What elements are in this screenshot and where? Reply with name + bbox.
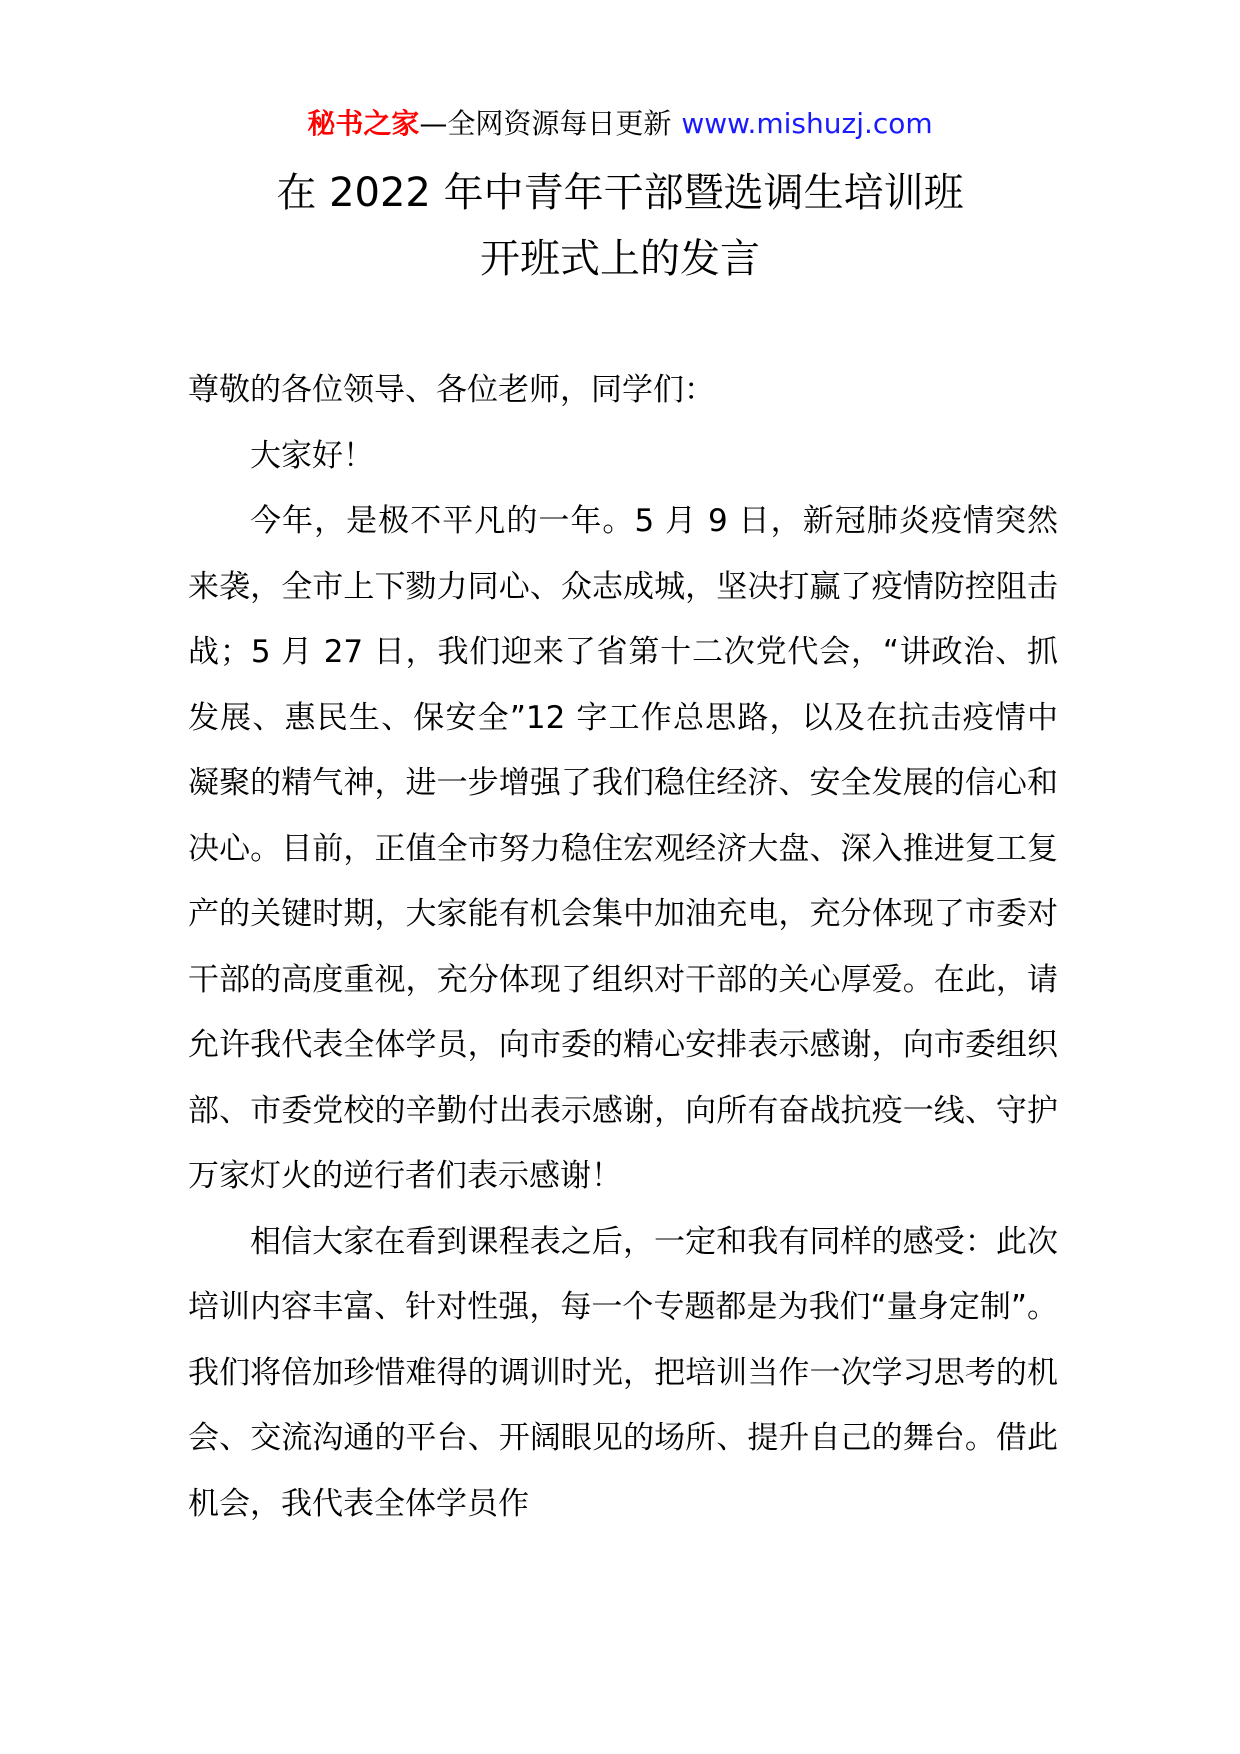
greeting: 大家好！	[250, 437, 374, 474]
header-slogan: —全网资源每日更新	[419, 107, 672, 140]
site-header	[0, 100, 1240, 148]
title-line-1: 在 2022 年中青年干部暨选调生培训班	[276, 170, 964, 216]
paragraph-1: 今年，是极不平凡的一年。5 月 9 日，新冠肺炎疫情突然来袭，全市上下勠力同心、众志成城，坚决打赢了疫情防控阻击战；5 月 27 日，我们迎来了省第十二次党代会，“讲政治、抓发展、惠民生、保安全”12 字工作总思路，以及在抗击疫情中凝聚的精气神，进一步增强了我们稳住经济、安全发展的信心和决心。目前，正值全市努力稳住宏观经济大盘、深入推进复工复产的关键时期，大家能有机会集中加油充电，充分体现了市委对干部的高度重视，充分体现了组织对干部的关心厚爱。在此，请允许我代表全体学员，向市委的精心安排表示感谢，向市委组织部、市委党校的辛勤付出表示感谢，向所有奋战抗疫一线、守护万家灯火的逆行者们表示感谢！	[188, 503, 1058, 1194]
brand-name: 秘书之家	[307, 107, 420, 140]
paragraph-2: 相信大家在看到课程表之后，一定和我有同样的感受：此次培训内容丰富、针对性强，每一个专题都是为我们“量身定制”。我们将倍加珍惜难得的调训时光，把培训当作一次学习思考的机会、交流沟通的平台、开阔眼见的场所、提升自己的舞台。借此机会，我代表全体学员作	[188, 1223, 1058, 1522]
site-url-link[interactable]: www.mishuzj.com	[681, 107, 933, 140]
document-body	[188, 358, 1058, 1537]
document-title	[0, 160, 1240, 292]
title-line-2: 开班式上的发言	[480, 236, 760, 282]
salutation: 尊敬的各位领导、各位老师，同学们：	[188, 372, 715, 408]
